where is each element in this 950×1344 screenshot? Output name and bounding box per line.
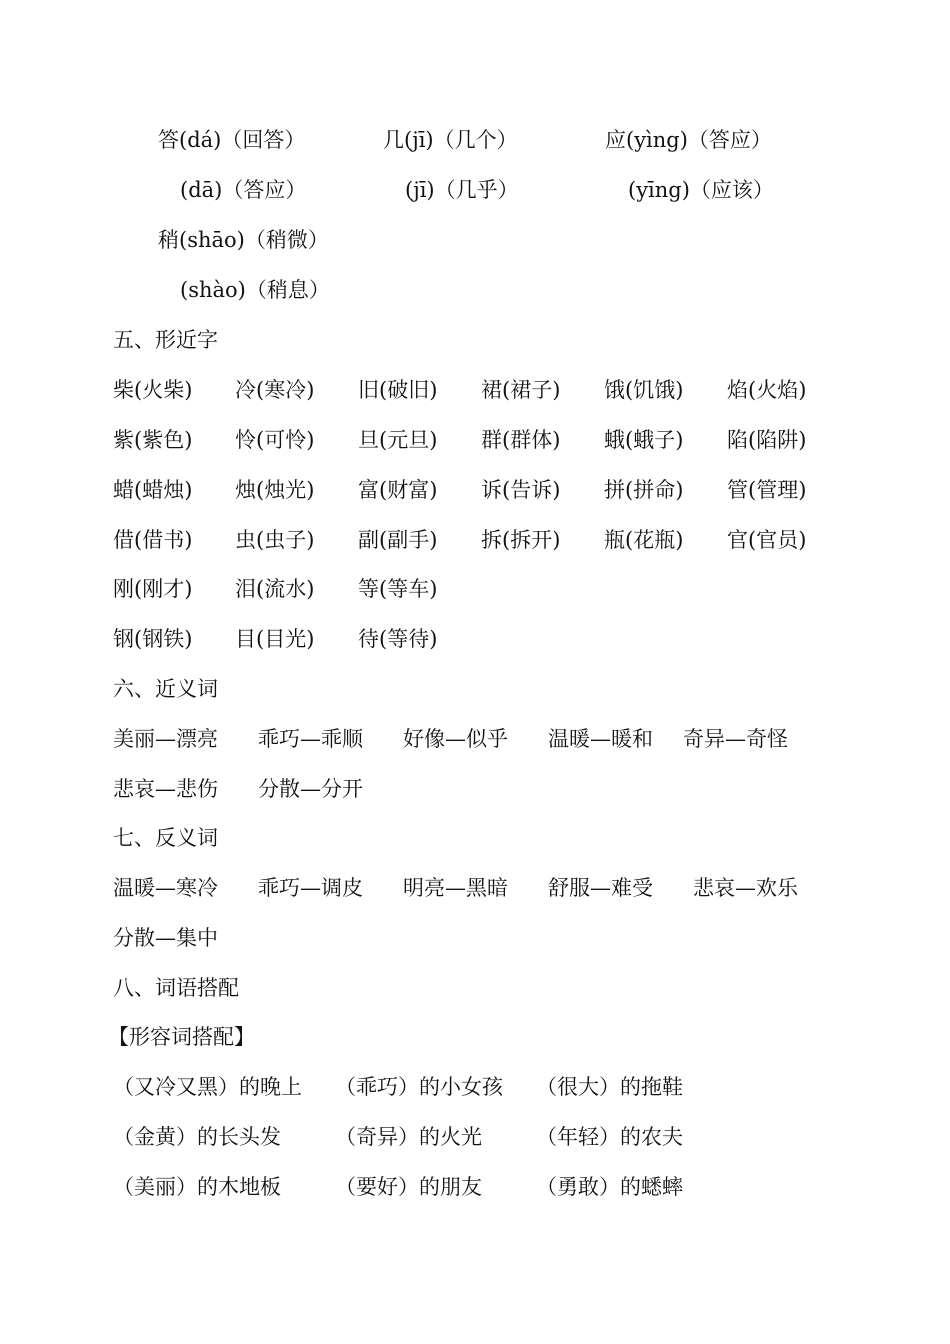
similar-char-entry: 怜(可怜) <box>235 428 315 452</box>
similar-char-entry: 瓶(花瓶) <box>604 528 684 552</box>
synonym-pair: 好像—似乎 <box>403 727 508 751</box>
antonym-pair: 乖巧—调皮 <box>258 876 363 900</box>
similar-char-entry: 副(副手) <box>358 528 438 552</box>
polyphone-entry: (yīng)（应该） <box>628 178 774 202</box>
similar-char-entry: 诉(告诉) <box>481 478 561 502</box>
collocation-entry: （很大）的拖鞋 <box>536 1075 683 1099</box>
similar-chars-row-5 <box>0 579 950 609</box>
similar-char-entry: 蛾(蛾子) <box>604 428 684 452</box>
synonym-pair: 奇异—奇怪 <box>683 727 788 751</box>
similar-char-entry: 旧(破旧) <box>358 378 438 402</box>
polyphone-row-1 <box>0 130 950 160</box>
antonym-pair: 分散—集中 <box>113 926 218 950</box>
collocation-row-1 <box>0 1077 950 1107</box>
similar-char-entry: 烛(烛光) <box>235 478 315 502</box>
antonym-pair: 温暖—寒冷 <box>113 876 218 900</box>
similar-chars-row-4 <box>0 530 950 560</box>
similar-char-entry: 群(群体) <box>481 428 561 452</box>
collocation-entry: （又冷又黑）的晚上 <box>113 1075 302 1099</box>
collocation-entry: （勇敢）的蟋蟀 <box>536 1175 683 1199</box>
similar-char-entry: 蜡(蜡烛) <box>113 478 193 502</box>
similar-char-entry: 泪(流水) <box>235 577 315 601</box>
similar-char-entry: 等(等车) <box>358 577 438 601</box>
collocation-entry: （年轻）的农夫 <box>536 1125 683 1149</box>
polyphone-entry: 稍(shāo)（稍微） <box>158 228 329 252</box>
antonyms-row-2 <box>0 928 950 958</box>
section-heading-antonyms: 七、反义词 <box>113 826 218 850</box>
synonym-pair: 悲哀—悲伤 <box>113 777 218 801</box>
collocation-entry: （美丽）的木地板 <box>113 1175 281 1199</box>
similar-char-entry: 紫(紫色) <box>113 428 193 452</box>
collocation-entry: （乖巧）的小女孩 <box>335 1075 503 1099</box>
section-heading-synonyms: 六、近义词 <box>113 677 218 701</box>
collocation-entry: （要好）的朋友 <box>335 1175 482 1199</box>
synonym-pair: 美丽—漂亮 <box>113 727 218 751</box>
similar-char-entry: 钢(钢铁) <box>113 627 193 651</box>
similar-char-entry: 管(管理) <box>727 478 807 502</box>
antonym-pair: 悲哀—欢乐 <box>693 876 798 900</box>
similar-char-entry: 柴(火柴) <box>113 378 193 402</box>
synonyms-row-2 <box>0 779 950 809</box>
similar-char-entry: 拆(拆开) <box>481 528 561 552</box>
synonyms-row-1 <box>0 729 950 759</box>
collocation-entry: （奇异）的火光 <box>335 1125 482 1149</box>
similar-char-entry: 富(财富) <box>358 478 438 502</box>
similar-char-entry: 焰(火焰) <box>727 378 807 402</box>
antonym-pair: 舒服—难受 <box>548 876 653 900</box>
similar-char-entry: 目(目光) <box>235 627 315 651</box>
section-heading-similar-characters: 五、形近字 <box>113 328 218 352</box>
collocation-row-2 <box>0 1127 950 1157</box>
collocation-entry: （金黄）的长头发 <box>113 1125 281 1149</box>
similar-char-entry: 陷(陷阱) <box>727 428 807 452</box>
antonym-pair: 明亮—黑暗 <box>403 876 508 900</box>
similar-char-entry: 冷(寒冷) <box>235 378 315 402</box>
similar-char-entry: 裙(裙子) <box>481 378 561 402</box>
similar-char-entry: 借(借书) <box>113 528 193 552</box>
polyphone-entry: 应(yìng)（答应） <box>605 128 772 152</box>
similar-char-entry: 拼(拼命) <box>604 478 684 502</box>
polyphone-row-4 <box>0 280 950 310</box>
synonym-pair: 乖巧—乖顺 <box>258 727 363 751</box>
similar-char-entry: 饿(饥饿) <box>604 378 684 402</box>
polyphone-row-3 <box>0 230 950 260</box>
synonym-pair: 温暖—暖和 <box>548 727 653 751</box>
similar-char-entry: 虫(虫子) <box>235 528 315 552</box>
polyphone-entry: 几(jī)（几个） <box>383 128 518 152</box>
polyphone-row-2 <box>0 180 950 210</box>
similar-char-entry: 官(官员) <box>727 528 807 552</box>
polyphone-entry: 答(dá)（回答） <box>158 128 306 152</box>
similar-chars-row-3 <box>0 480 950 510</box>
polyphone-entry: (dā)（答应） <box>180 178 307 202</box>
subsection-heading-adjective-collocation: 【形容词搭配】 <box>108 1025 255 1049</box>
antonyms-row-1 <box>0 878 950 908</box>
polyphone-entry: (jī)（几乎） <box>405 178 519 202</box>
similar-char-entry: 旦(元旦) <box>358 428 438 452</box>
similar-chars-row-1 <box>0 380 950 410</box>
section-heading-word-collocation: 八、词语搭配 <box>113 976 239 1000</box>
collocation-row-3 <box>0 1177 950 1207</box>
similar-char-entry: 刚(刚才) <box>113 577 193 601</box>
similar-char-entry: 待(等待) <box>358 627 438 651</box>
synonym-pair: 分散—分开 <box>258 777 363 801</box>
similar-chars-row-2 <box>0 430 950 460</box>
polyphone-entry: (shào)（稍息） <box>180 278 330 302</box>
similar-chars-row-6 <box>0 629 950 659</box>
